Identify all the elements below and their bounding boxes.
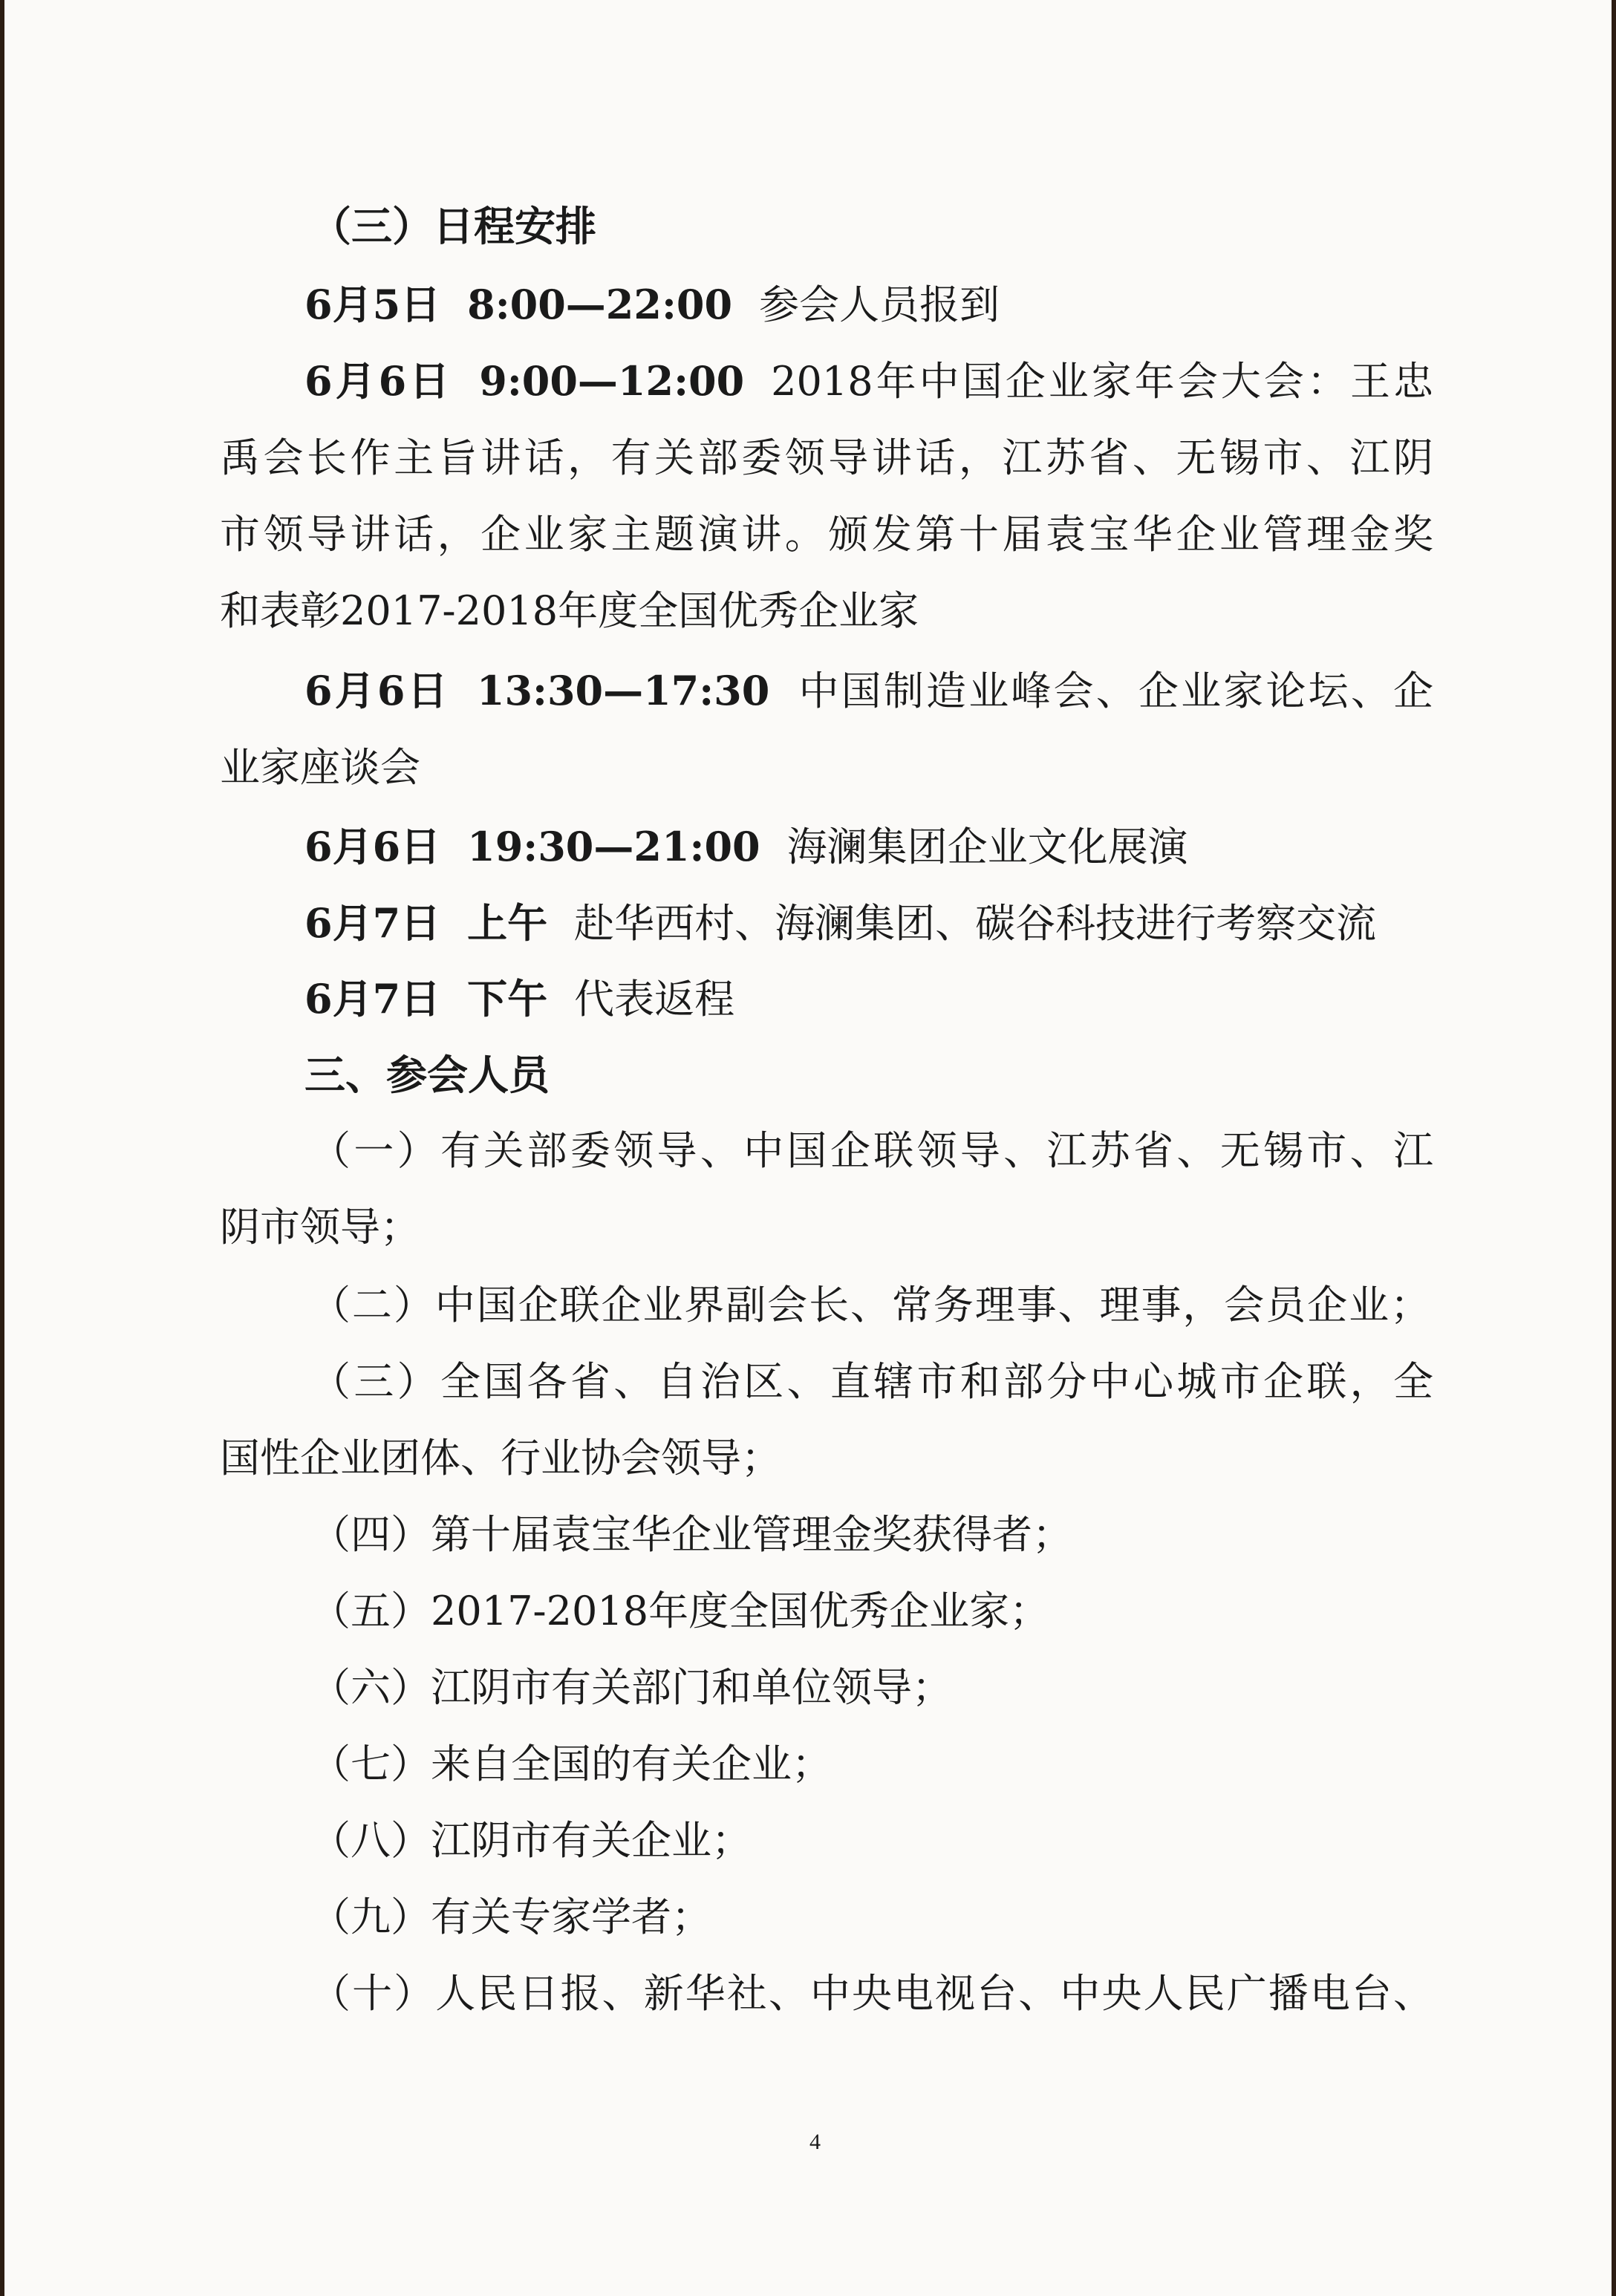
section-heading: 三、参会人员 (304, 1051, 550, 1099)
schedule-event: 海澜集团企业文化展演 (786, 824, 1188, 870)
attendee-item: （七）来自全国的有关企业； (310, 1741, 832, 1787)
schedule-item (304, 823, 1188, 870)
attendee-item: （十）人民日报、新华社、中央电视台、中央人民广播电台、 (310, 1970, 1433, 2017)
schedule-time: 8:00—22:00 (467, 281, 733, 328)
schedule-date: 6月5日 (304, 281, 441, 328)
attendee-item: （六）江阴市有关部门和单位领导； (310, 1664, 952, 1711)
schedule-date: 6月6日 (304, 667, 450, 714)
schedule-subheading: （三）日程安排 (310, 203, 597, 250)
attendee-item: （五）2017-2018年度全国优秀企业家； (310, 1588, 1050, 1634)
attendee-item: （三）全国各省、自治区、直辖市和部分中心城市企联，全 (310, 1358, 1433, 1405)
schedule-date: 6月6日 (304, 357, 453, 405)
schedule-date: 6月7日 (304, 899, 441, 947)
schedule-time: 13:30—17:30 (476, 667, 770, 714)
attendee-item-continued: 国性企业团体、行业协会领导； (220, 1435, 781, 1481)
schedule-item (304, 281, 1000, 328)
schedule-date: 6月6日 (304, 823, 441, 870)
attendee-item: （四）第十届袁宝华企业管理金奖获得者； (310, 1511, 1072, 1558)
schedule-event-line: 禹会长作主旨讲话，有关部委领导讲话，江苏省、无锡市、江阴 (220, 434, 1433, 481)
schedule-event: 赴华西村、海澜集团、碳谷科技进行考察交流 (574, 900, 1377, 947)
page-number: 4 (809, 2130, 821, 2154)
schedule-item (304, 357, 1433, 405)
schedule-event: 参会人员报到 (759, 281, 1000, 328)
schedule-event: 代表返程 (574, 976, 735, 1023)
attendee-item: （一）有关部委领导、中国企联领导、江苏省、无锡市、江 (310, 1127, 1433, 1174)
schedule-time: 9:00—12:00 (479, 357, 745, 405)
schedule-item (304, 975, 735, 1023)
schedule-event-line: 和表彰2017-2018年度全国优秀企业家 (220, 587, 919, 634)
attendee-item: （八）江阴市有关企业； (310, 1817, 752, 1864)
schedule-date: 6月7日 (304, 975, 441, 1023)
schedule-event-line: 业家座谈会 (220, 744, 420, 791)
document-page (4, 0, 1612, 2296)
schedule-item (304, 667, 1434, 714)
schedule-time: 19:30—21:00 (467, 823, 760, 870)
schedule-event-line: 市领导讲话，企业家主题演讲。颁发第十届袁宝华企业管理金奖 (220, 511, 1433, 558)
schedule-item (304, 899, 1377, 947)
attendee-item: （九）有关专家学者； (310, 1894, 711, 1940)
schedule-event-line: 2018年中国企业家年会大会：王忠 (771, 358, 1433, 405)
attendee-item: （二）中国企联企业界副会长、常务理事、理事，会员企业； (310, 1282, 1430, 1328)
schedule-time: 下午 (467, 975, 548, 1023)
schedule-event-line: 中国制造业峰会、企业家论坛、企 (796, 668, 1434, 714)
schedule-time: 上午 (467, 899, 548, 947)
attendee-item-continued: 阴市领导； (220, 1204, 420, 1250)
